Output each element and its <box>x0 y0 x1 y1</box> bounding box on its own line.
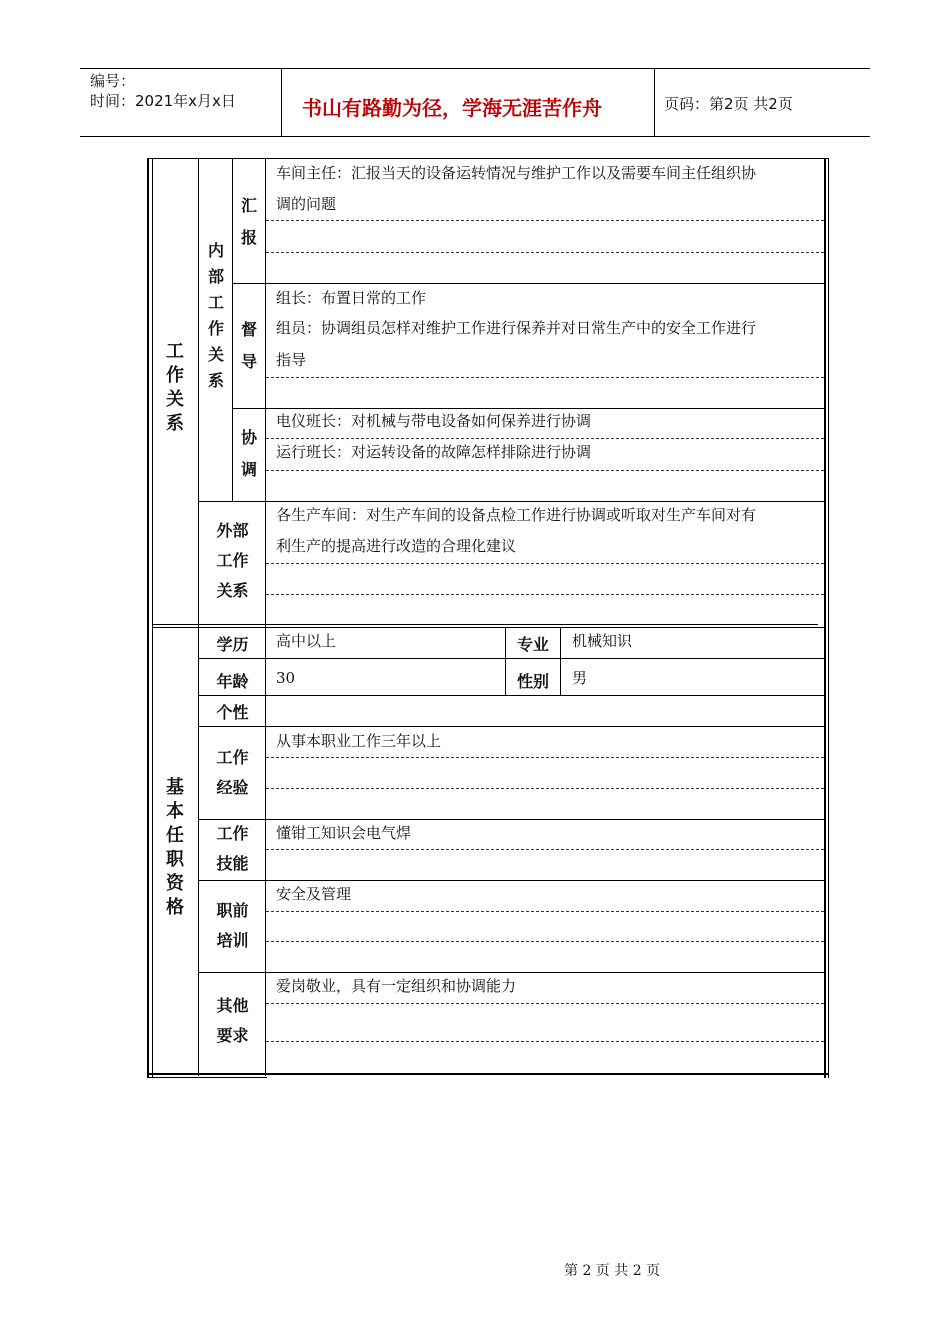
table-left-border-inner <box>152 158 153 1078</box>
col-divider <box>198 158 199 1076</box>
training-value: 安全及管理 <box>276 885 352 903</box>
header-motto: 书山有路勤为径，学海无涯苦作舟 <box>302 96 602 120</box>
dashed-line <box>266 220 824 221</box>
dashed-line <box>266 757 824 758</box>
header-divider <box>654 68 655 136</box>
table-left-border <box>147 158 149 1078</box>
external-text: 各生产车间：对生产车间的设备点检工作进行协调或听取对生产车间对有 <box>276 506 757 524</box>
page-footer: 第 2 页 共 2 页 <box>564 1263 661 1279</box>
table-right-border-outer <box>828 158 829 1078</box>
dashed-line <box>266 911 824 912</box>
table-right-border <box>824 158 826 1078</box>
gender-value: 男 <box>572 669 588 687</box>
work-relations-label: 工 作 关 系 <box>166 341 184 434</box>
other-requirements-label: 其他 要求 <box>216 996 249 1045</box>
experience-value: 从事本职业工作三年以上 <box>276 732 442 750</box>
row-divider <box>198 695 826 696</box>
report-text: 车间主任：汇报当天的设备运转情况与维护工作以及需要车间主任组织协 <box>276 164 757 182</box>
dashed-line <box>266 252 824 253</box>
header-bottom-rule <box>80 136 870 137</box>
doc-number-label: 编号： <box>90 72 136 90</box>
row-divider <box>198 658 826 659</box>
dashed-line <box>266 377 824 378</box>
skills-value: 懂钳工知识会电气焊 <box>276 824 412 842</box>
dashed-line <box>266 941 824 942</box>
header-page-label: 页码：第2页 共2页 <box>664 95 793 113</box>
coordinate-text: 电仪班长：对机械与带电设备如何保养进行协调 <box>276 412 592 430</box>
major-label: 专业 <box>516 635 549 654</box>
table-bottom-border-outer <box>147 1077 267 1078</box>
doc-date-label: 时间：2021年x月x日 <box>90 92 236 110</box>
col-divider <box>265 158 266 1076</box>
major-value: 机械知识 <box>572 632 633 650</box>
internal-relations-label: 内 部 工 作 关 系 <box>207 241 224 390</box>
personality-label: 个性 <box>216 703 249 722</box>
age-label: 年龄 <box>216 672 249 691</box>
dashed-line <box>266 849 824 850</box>
header-divider <box>281 68 282 136</box>
section-divider <box>153 624 818 625</box>
dashed-line <box>266 1003 824 1004</box>
coordinate-label: 协 调 <box>240 428 257 479</box>
supervise-label: 督 导 <box>240 320 257 371</box>
coordinate-text: 运行班长：对运转设备的故障怎样排除进行协调 <box>276 443 592 461</box>
dashed-line <box>266 470 824 471</box>
age-value: 30 <box>276 669 296 687</box>
supervise-text: 组长：布置日常的工作 <box>276 289 427 307</box>
qualifications-label: 基 本 任 职 资 格 <box>166 777 184 918</box>
education-label: 学历 <box>216 635 249 654</box>
external-relations-label: 外部 工作 关系 <box>216 521 249 600</box>
other-requirements-value: 爱岗敬业，具有一定组织和协调能力 <box>276 977 517 995</box>
experience-label: 工作 经验 <box>216 748 249 797</box>
header-top-rule <box>80 68 870 69</box>
section-divider-inner <box>153 627 826 628</box>
dashed-line <box>266 594 824 595</box>
supervise-text: 组员：协调组员怎样对维护工作进行保养并对日常生产中的安全工作进行 <box>276 319 757 337</box>
col-divider <box>560 627 561 695</box>
dashed-line <box>266 788 824 789</box>
gender-label: 性别 <box>516 672 549 691</box>
external-text: 利生产的提高进行改造的合理化建议 <box>276 537 517 555</box>
training-label: 职前 培训 <box>216 901 249 950</box>
table-bottom-border <box>147 1073 829 1075</box>
dashed-line <box>266 1041 824 1042</box>
skills-label: 工作 技能 <box>216 824 249 873</box>
dashed-line <box>266 563 824 564</box>
supervise-text: 指导 <box>276 351 307 369</box>
education-value: 高中以上 <box>276 632 337 650</box>
report-label: 汇 报 <box>240 196 257 247</box>
report-text: 调的问题 <box>276 195 337 213</box>
